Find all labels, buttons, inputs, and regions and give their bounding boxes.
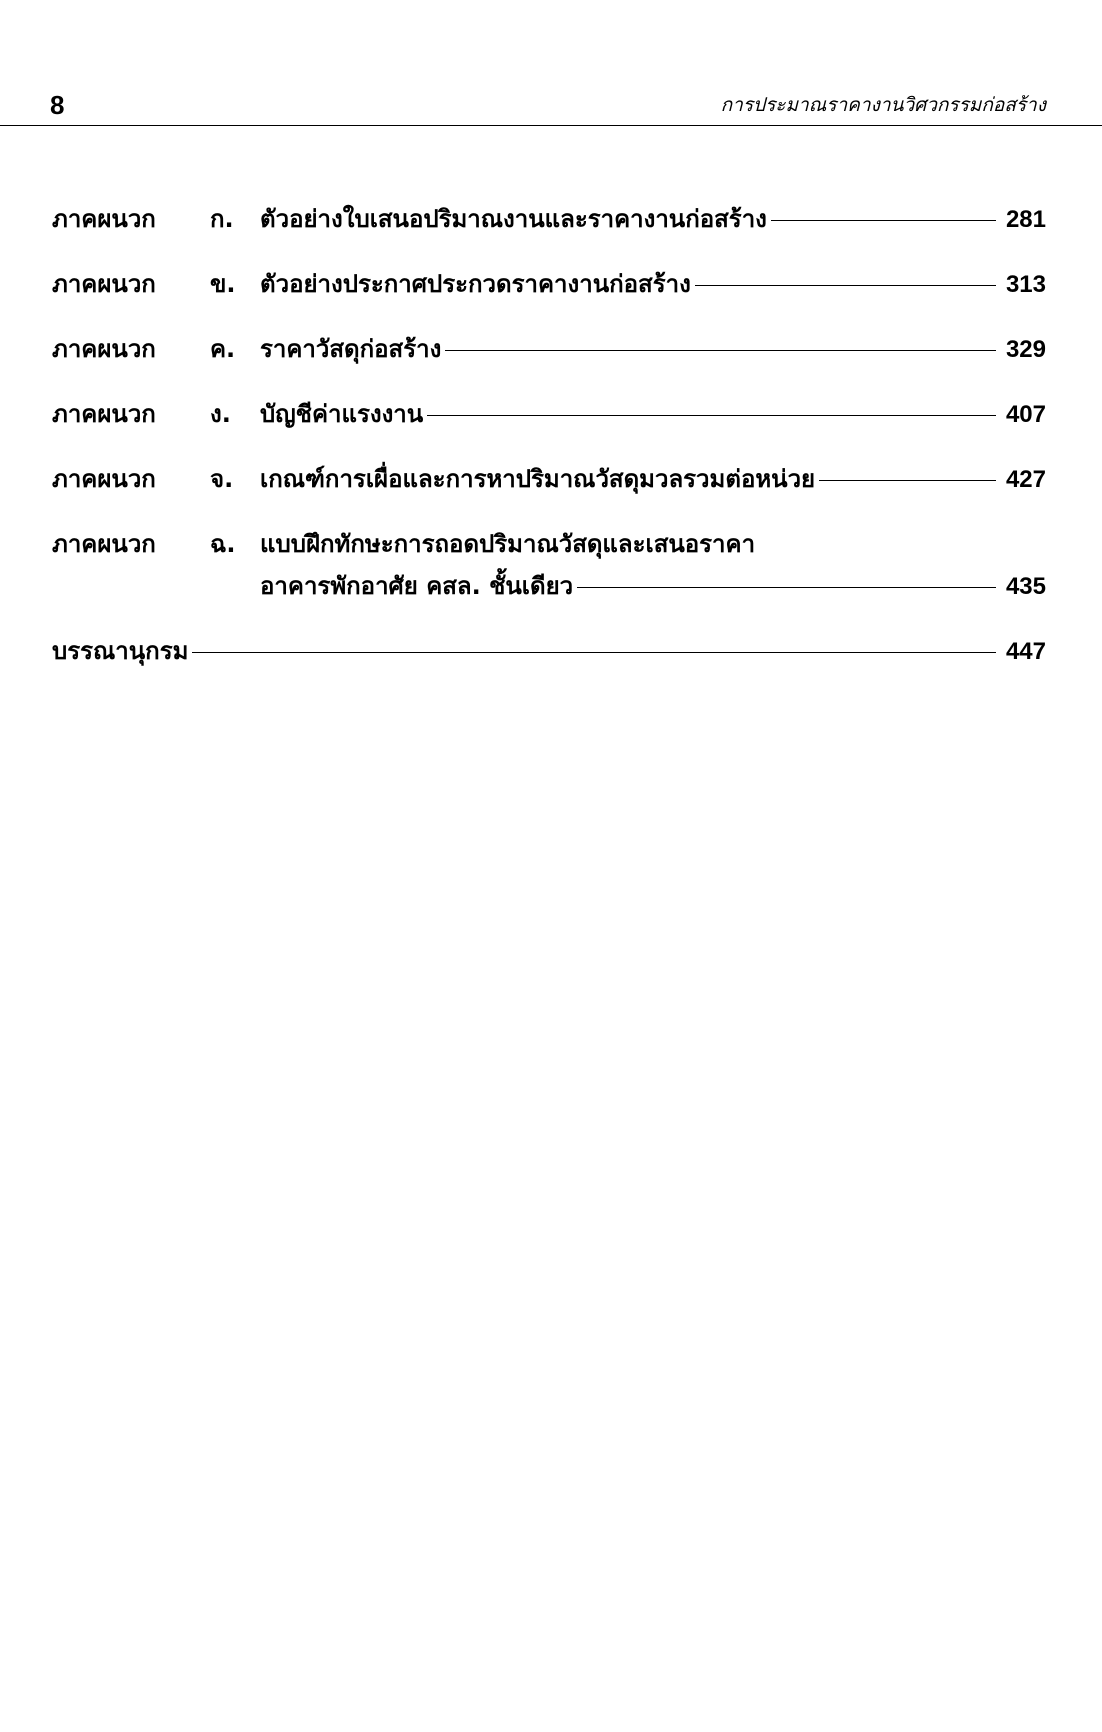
entry-letter: ฉ. [210, 530, 236, 558]
entry-page-number: 435 [1005, 573, 1046, 600]
entry-line [260, 198, 1046, 241]
entry-title: แบบฝึกทักษะการถอดปริมาณวัสดุและเสนอราคา [260, 530, 756, 558]
entry-line [260, 328, 1046, 371]
table-of-contents [52, 198, 1046, 695]
entry-title: ตัวอย่างใบเสนอปริมาณงานและราคางานก่อสร้าง [260, 205, 767, 233]
entry-body [260, 263, 1046, 306]
entry-label: ภาคผนวก [52, 530, 156, 558]
entry-page-number: 407 [1005, 401, 1046, 428]
entry-letter: ง. [210, 400, 231, 428]
entry-body [52, 630, 1046, 673]
running-title: การประมาณราคางานวิศวกรรมก่อสร้าง [720, 94, 1046, 116]
entry-title: บัญชีค่าแรงงาน [260, 400, 424, 428]
entry-letter: ข. [210, 270, 236, 298]
entry-title-continued: อาคารพักอาศัย คสล. ชั้นเดียว [260, 572, 574, 600]
toc-entry-appendix-a[interactable] [52, 198, 1046, 241]
toc-entry-appendix-b[interactable] [52, 263, 1046, 306]
entry-page-number: 313 [1005, 271, 1046, 298]
entry-body [260, 458, 1046, 501]
entry-body [260, 328, 1046, 371]
entry-line [52, 630, 1046, 673]
leader-line [427, 415, 996, 416]
leader-line [771, 220, 996, 221]
entry-label: ภาคผนวก [52, 335, 156, 363]
entry-body [260, 198, 1046, 241]
entry-line [260, 565, 1046, 608]
entry-letter: ค. [210, 335, 236, 363]
page-header [0, 0, 1102, 128]
leader-line [192, 652, 996, 653]
entry-line [260, 393, 1046, 436]
entry-title: ตัวอย่างประกาศประกวดราคางานก่อสร้าง [260, 270, 691, 298]
entry-body [260, 393, 1046, 436]
toc-entry-bibliography[interactable] [52, 630, 1046, 673]
toc-entry-appendix-d[interactable] [52, 393, 1046, 436]
toc-entry-appendix-c[interactable] [52, 328, 1046, 371]
entry-title: บรรณานุกรม [52, 637, 189, 665]
entry-page-number: 329 [1005, 336, 1046, 363]
entry-title: เกณฑ์การเผื่อและการหาปริมาณวัสดุมวลรวมต่อหน่วย [260, 465, 816, 493]
entry-line [260, 263, 1046, 306]
entry-line [260, 458, 1046, 501]
entry-line [260, 523, 1046, 565]
leader-line [819, 480, 996, 481]
entry-page-number: 447 [1005, 638, 1046, 665]
entry-page-number: 281 [1005, 206, 1046, 233]
entry-title: ราคาวัสดุก่อสร้าง [260, 335, 442, 363]
toc-entry-appendix-e[interactable] [52, 458, 1046, 501]
entry-label: ภาคผนวก [52, 465, 156, 493]
entry-page-number: 427 [1005, 466, 1046, 493]
leader-line [445, 350, 996, 351]
entry-label: ภาคผนวก [52, 270, 156, 298]
entry-label: ภาคผนวก [52, 205, 156, 233]
toc-entry-appendix-f[interactable] [52, 523, 1046, 608]
leader-line [695, 285, 996, 286]
entry-body [260, 523, 1046, 608]
entry-letter: จ. [210, 465, 234, 493]
entry-letter: ก. [210, 205, 234, 233]
entry-label: ภาคผนวก [52, 400, 156, 428]
header-rule [0, 125, 1102, 126]
page-number: 8 [50, 90, 65, 120]
leader-line [577, 587, 996, 588]
